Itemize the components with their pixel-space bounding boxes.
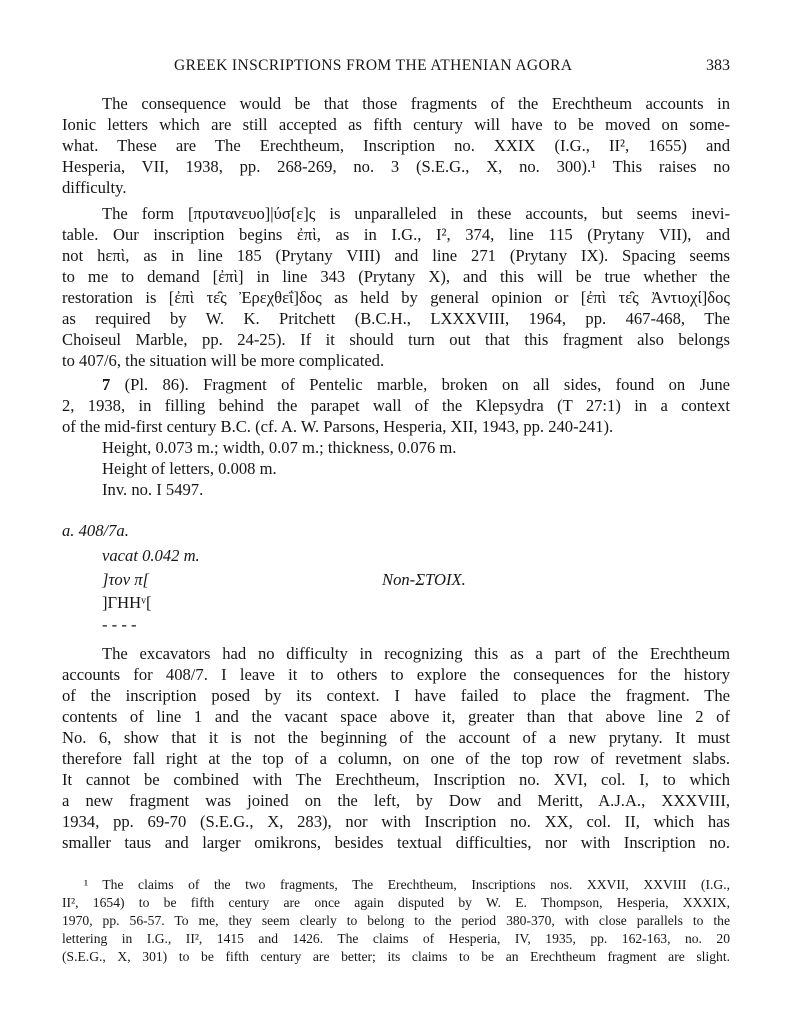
text-line: 2, 1938, in filling behind the parapet wall of the Klepsydra (T 27:1) in a context [62, 396, 730, 415]
page-number: 383 [706, 57, 730, 74]
text-line: Hesperia, VII, 1938, pp. 268-269, no. 3 (S.E.G., X, no. 300).¹ This raises no [62, 157, 730, 176]
text-line: contents of line 1 and the vacant space above it, greater than that above line 2 of [62, 707, 730, 726]
text-line: table. Our inscription begins ἐπὶ, as in I.G., I², 374, line 115 (Prytany VII), and [62, 225, 730, 244]
paragraph-consequence [62, 93, 730, 198]
text-line: Choiseul Marble, pp. 24-25). If it should turn out that this fragment also belongs [62, 330, 730, 349]
running-head [62, 57, 730, 79]
text-line: The excavators had no difficulty in recognizing this as a part of the Erechtheum [102, 644, 730, 663]
fragment-line-3: - - - - [102, 615, 137, 634]
text-line: to me to demand [ἐπὶ] in line 343 (Prytany X), and this will be true whether the [62, 267, 730, 286]
paragraph-excavators [62, 643, 730, 853]
text-line: to 407/6, the situation will be more complicated. [62, 351, 385, 370]
text-line: It cannot be combined with The Erechtheum, Inscription no. XVI, col. I, to which [62, 770, 730, 789]
text-line: accounts for 408/7. I leave it to others to explore the consequences for the history [62, 665, 730, 684]
fragment-line-2: ]ΓΗΗᵛ[ [102, 593, 152, 612]
letter-height: Height of letters, 0.008 m. [102, 459, 277, 478]
footnote-line: II², 1654) to be fifth century are once again disputed by W. E. Thompson, Hesperia, XXXIX, [62, 895, 730, 910]
text-line: The consequence would be that those fragments of the Erechtheum accounts in [102, 94, 730, 113]
footnote-line: (S.E.G., X, 301) to be fifth century are better; its claims to be an Erechtheum fragment are slight. [62, 949, 730, 964]
text-line: 1934, pp. 69-70 (S.E.G., X, 283), nor with Inscription no. XX, col. II, which has [62, 812, 730, 831]
text-line: a new fragment was joined on the left, by Dow and Meritt, A.J.A., XXXVIII, [62, 791, 730, 810]
entry-description: (Pl. 86). Fragment of Pentelic marble, broken on all sides, found on June [124, 375, 730, 394]
text-line [62, 374, 730, 395]
entry-7 [62, 374, 730, 437]
fragment-vacat: vacat 0.042 m. [102, 546, 200, 565]
non-stoichedon-label: Non-ΣΤΟΙΧ. [382, 570, 466, 589]
text-line: difficulty. [62, 178, 127, 197]
footnote-line: lettering in I.G., II², 1415 and 1426. The claims of Hesperia, IV, 1935, pp. 162-163, no. 20 [62, 931, 730, 946]
text-line: No. 6, show that it is not the beginning of the account of a new prytany. It must [62, 728, 730, 747]
text-line: restoration is [ἐπὶ τε̑ς Ἐρεχθεΐ]δος as held by general opinion or [ἐπὶ τε̑ς Ἀντιοχί]δος [62, 288, 730, 307]
paragraph-form [62, 203, 730, 371]
text-line: The form [πρυτανευο]|ύσ[ε]ς is unparalleled in these accounts, but seems inevi- [102, 204, 730, 223]
inventory-number: Inv. no. I 5497. [102, 480, 204, 499]
text-line: smaller taus and larger omikrons, besides textual difficulties, nor with Inscription no. [62, 833, 730, 852]
text-line: not hεπὶ, as in line 185 (Prytany VIII) and line 271 (Prytany IX). Spacing seems [62, 246, 730, 265]
footnote [62, 876, 730, 966]
text-line: of the inscription posed by its context. I have failed to place the fragment. The [62, 686, 730, 705]
text-line: as required by W. K. Pritchett (B.C.H., LXXXVIII, 1964, pp. 467-468, The [62, 309, 730, 328]
text-line: of the mid-first century B.C. (cf. A. W. Parsons, Hesperia, XII, 1943, pp. 240-241). [62, 417, 614, 436]
dimensions: Height, 0.073 m.; width, 0.07 m.; thickness, 0.076 m. [102, 438, 457, 457]
text-line: therefore fall right at the top of a column, on one of the top row of revetment slabs. [62, 749, 730, 768]
entry-number: 7 [102, 375, 111, 394]
text-line: Ionic letters which are still accepted as fifth century will have to be moved on some- [62, 115, 730, 134]
fragment-line-1: ]τον π[ [102, 570, 149, 589]
footnote-line: ¹ The claims of the two fragments, The Erechtheum, Inscriptions nos. XXVII, XXVIII (I.G., [84, 877, 730, 892]
footnote-line: 1970, pp. 56-57. To me, they seem clearly to belong to the period 380-370, with close parallels to the [62, 913, 730, 928]
fragment-label: a. 408/7a. [62, 521, 129, 540]
text-line: what. These are The Erechtheum, Inscription no. XXIX (I.G., II², 1655) and [62, 136, 730, 155]
running-title: GREEK INSCRIPTIONS FROM THE ATHENIAN AGORA [174, 57, 573, 74]
